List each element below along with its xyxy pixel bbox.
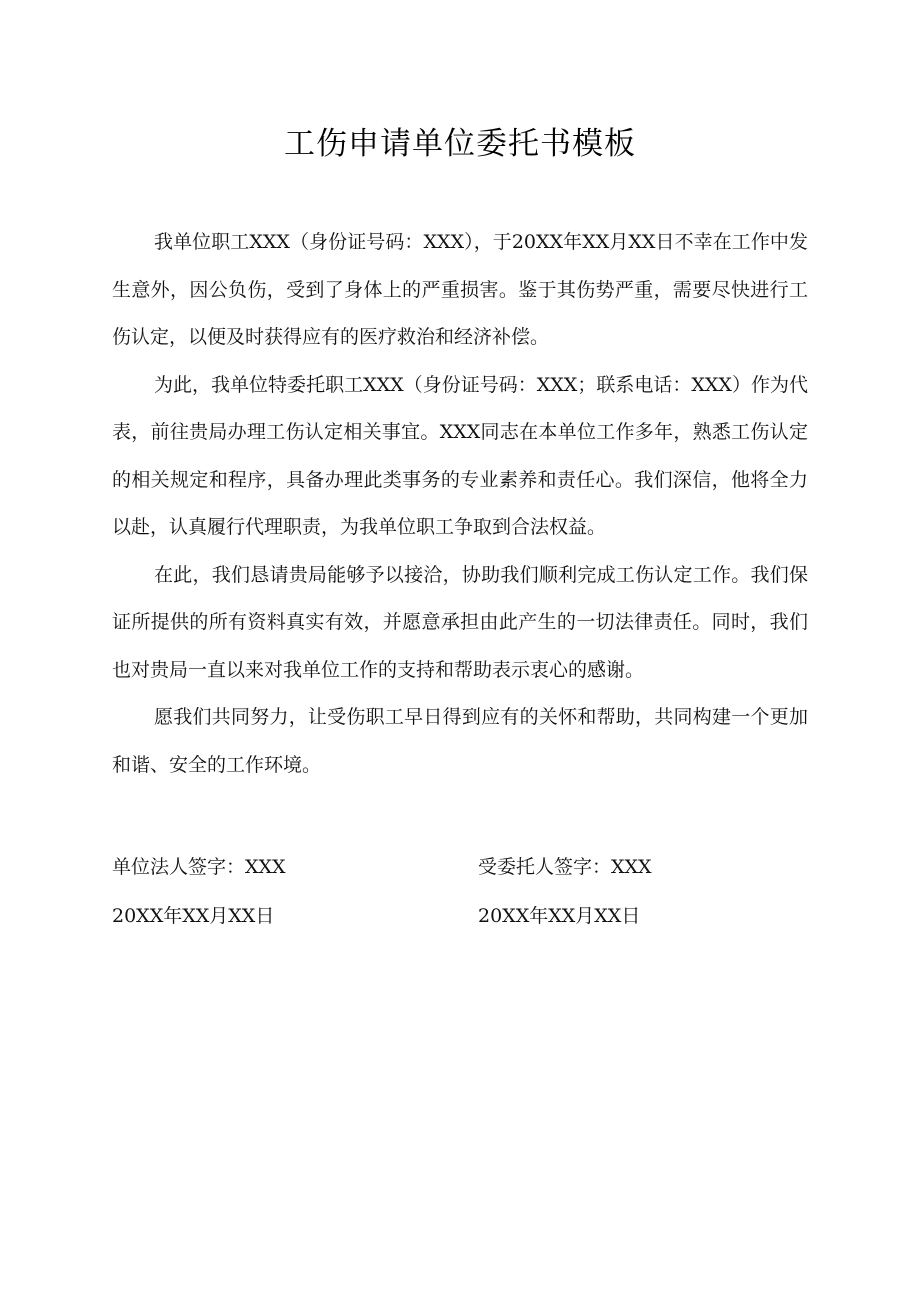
paragraph-request: 在此，我们恳请贵局能够予以接洽，协助我们顺利完成工伤认定工作。我们保证所提供的所有资料真实有效，并愿意承担由此产生的一切法律责任。同时，我们也对贵局一直以来对我单位工作的支持和帮助表示衷心的感谢。	[112, 563, 808, 681]
document-body	[112, 219, 808, 789]
paragraph-delegation: 为此，我单位特委托职工XXX（身份证号码：XXX；联系电话：XXX）作为代表，前往贵局办理工伤认定相关事宜。XXX同志在本单位工作多年，熟悉工伤认定的相关规定和程序，具备办理此类事务的专业素养和责任心。我们深信，他将全力以赴，认真履行代理职责，为我单位职工争取到合法权益。	[112, 373, 808, 538]
delegate-signature: 受委托人签字：XXX	[478, 856, 652, 878]
document-title: 工伤申请单位委托书模板	[284, 126, 636, 162]
paragraph-closing: 愿我们共同努力，让受伤职工早日得到应有的关怀和帮助，共同构建一个更加和谐、安全的工作环境。	[112, 706, 808, 776]
legal-rep-signature: 单位法人签字：XXX	[112, 856, 286, 878]
legal-rep-date: 20XX年XX月XX日	[112, 905, 275, 927]
paragraph-incident: 我单位职工XXX（身份证号码：XXX），于20XX年XX月XX日不幸在工作中发生意外，因公负伤，受到了身体上的严重损害。鉴于其伤势严重，需要尽快进行工伤认定，以便及时获得应有的医疗救治和经济补偿。	[112, 231, 808, 348]
delegate-date: 20XX年XX月XX日	[478, 905, 641, 927]
